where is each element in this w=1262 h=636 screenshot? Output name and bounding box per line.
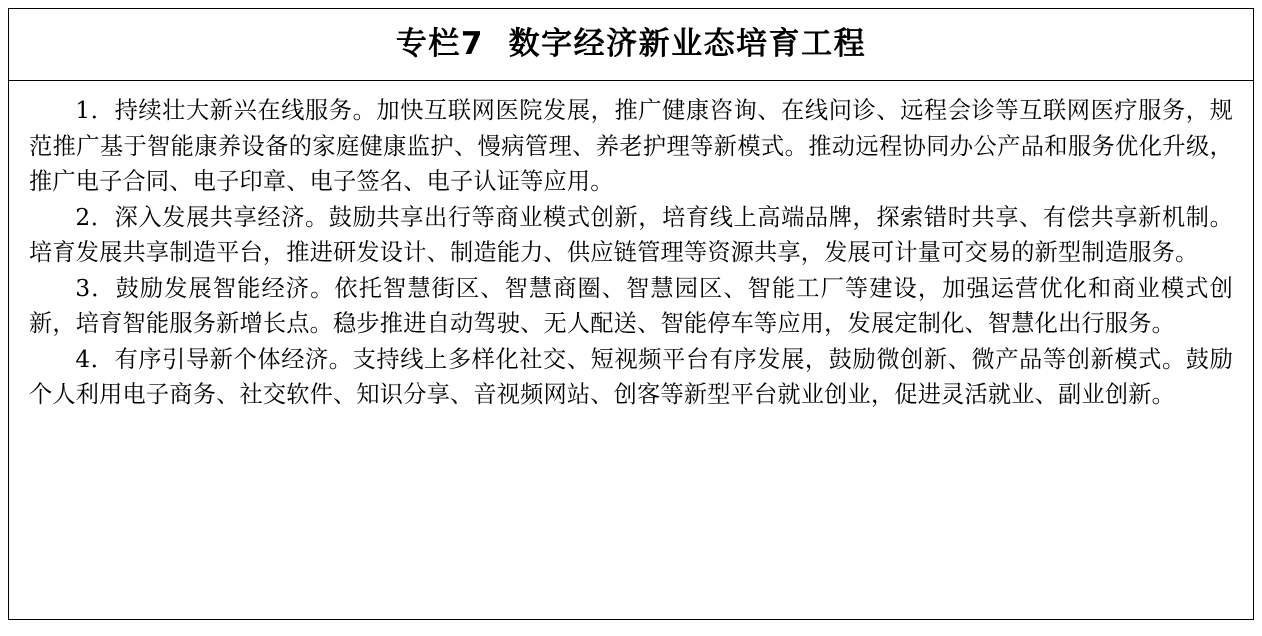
paragraph-2: 2．深入发展共享经济。鼓励共享出行等商业模式创新，培育线上高端品牌，探索错时共享、有偿共享新机制。培育发展共享制造平台，推进研发设计、制造能力、供应链管理等资源共享，发展可计量可交易的新型制造服务。 xyxy=(29,203,1233,266)
callout-box xyxy=(8,8,1254,620)
paragraph-3: 3．鼓励发展智能经济。依托智慧街区、智慧商圈、智慧园区、智能工厂等建设，加强运营优化和商业模式创新，培育智能服务新增长点。稳步推进自动驾驶、无人配送、智能停车等应用，发展定制化、智慧化出行服务。 xyxy=(29,274,1233,337)
paragraph-1: 1．持续壮大新兴在线服务。加快互联网医院发展，推广健康咨询、在线问诊、远程会诊等互联网医疗服务，规范推广基于智能康养设备的家庭健康监护、慢病管理、养老护理等新模式。推动远程协同办公产品和服务优化升级，推广电子合同、电子印章、电子签名、电子认证等应用。 xyxy=(29,97,1233,195)
callout-body xyxy=(9,81,1253,619)
paragraph-4: 4．有序引导新个体经济。支持线上多样化社交、短视频平台有序发展，鼓励微创新、微产品等创新模式。鼓励个人利用电子商务、社交软件、知识分享、音视频网站、创客等新型平台就业创业，促进灵活就业、副业创新。 xyxy=(29,345,1233,408)
callout-title: 专栏7 数字经济新业态培育工程 xyxy=(395,26,867,63)
callout-title-bar xyxy=(9,9,1253,81)
